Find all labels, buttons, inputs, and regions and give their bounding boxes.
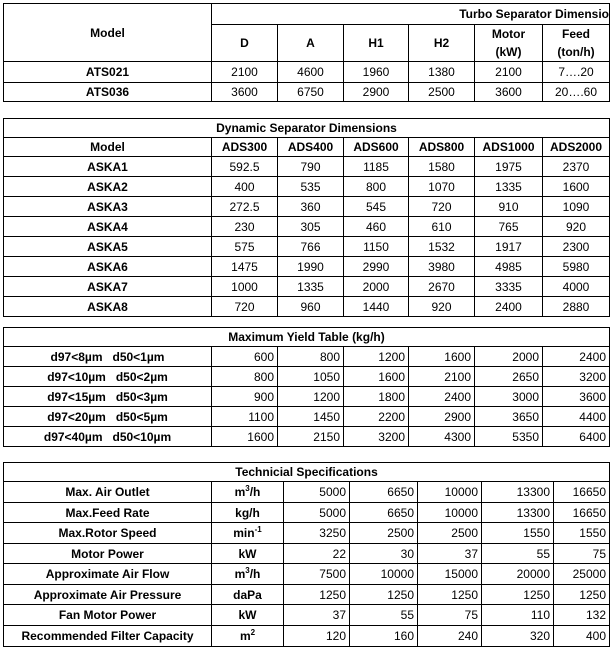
spec-value: 1250	[418, 585, 482, 605]
dynamic-cell: 1440	[344, 297, 409, 317]
table-row	[4, 564, 610, 585]
spec-value: 240	[418, 626, 482, 647]
dynamic-cell: 610	[409, 217, 475, 237]
dynamic-cell: 1475	[212, 257, 278, 277]
yield-cell: 1600	[212, 427, 278, 447]
dynamic-header-ads300: ADS300	[212, 138, 278, 157]
turbo-header-feed: Feed	[543, 25, 610, 43]
yield-cell: 3000	[475, 387, 543, 407]
table-row	[4, 523, 610, 544]
turbo-cell: 2500	[409, 83, 475, 102]
turbo-cell: 1380	[409, 62, 475, 83]
yield-cell: 4300	[409, 427, 475, 447]
turbo-header-feed-unit: (ton/h)	[543, 43, 610, 62]
spec-value: 160	[350, 626, 418, 647]
turbo-title: Turbo Separator Dimensio	[212, 4, 610, 25]
spec-unit: kW	[238, 608, 257, 622]
dynamic-cell: 2990	[344, 257, 409, 277]
turbo-header-motor: Motor	[475, 25, 543, 43]
dynamic-cell: 272.5	[212, 197, 278, 217]
turbo-cell: 3600	[212, 83, 278, 102]
yield-cell: 800	[278, 347, 344, 367]
turbo-header-h1: H1	[344, 25, 409, 62]
dynamic-cell: 1335	[278, 277, 344, 297]
dynamic-cell: 1335	[475, 177, 543, 197]
dynamic-cell: 766	[278, 237, 344, 257]
yield-particle-size-cell: d97<20µm d50<5µm	[4, 407, 212, 427]
spec-value: 1250	[482, 585, 554, 605]
dynamic-cell: 1150	[344, 237, 409, 257]
yield-cell: 1600	[409, 347, 475, 367]
spec-value: 22	[284, 544, 350, 564]
table-row	[4, 367, 610, 387]
turbo-cell: 4600	[278, 62, 344, 83]
spec-value: 16650	[554, 503, 610, 523]
spec-unit: min	[233, 526, 255, 540]
table-row	[4, 427, 610, 447]
dynamic-cell: 765	[475, 217, 543, 237]
dynamic-cell: 790	[278, 157, 344, 177]
maximum-yield-table	[3, 327, 610, 447]
dynamic-header-ads400: ADS400	[278, 138, 344, 157]
dynamic-model-cell: ASKA6	[4, 257, 212, 277]
spec-value: 320	[482, 626, 554, 647]
spec-value: 10000	[418, 503, 482, 523]
spec-value: 5000	[284, 482, 350, 503]
spec-value: 15000	[418, 564, 482, 585]
dynamic-cell: 1070	[409, 177, 475, 197]
spec-value: 1550	[482, 523, 554, 544]
yield-cell: 3200	[344, 427, 409, 447]
spec-label: Fan Motor Power	[4, 605, 212, 626]
yield-cell: 2150	[278, 427, 344, 447]
spec-label: Recommended Filter Capacity	[4, 626, 212, 647]
dynamic-cell: 1580	[409, 157, 475, 177]
dynamic-cell: 920	[543, 217, 610, 237]
table-row	[4, 585, 610, 605]
dynamic-cell: 1000	[212, 277, 278, 297]
spec-value: 16650	[554, 482, 610, 503]
turbo-cell: 2100	[475, 62, 543, 83]
dynamic-model-cell: ASKA5	[4, 237, 212, 257]
spec-unit-exponent: -1	[254, 525, 262, 534]
yield-cell: 1050	[278, 367, 344, 387]
table-row	[4, 503, 610, 523]
spec-unit: m	[234, 567, 246, 581]
spec-value: 1550	[554, 523, 610, 544]
dynamic-model-cell: ASKA7	[4, 277, 212, 297]
technical-specifications-table	[3, 462, 610, 647]
spec-value: 120	[284, 626, 350, 647]
spec-value: 1250	[284, 585, 350, 605]
spec-unit-tail: /h	[249, 567, 261, 581]
yield-cell: 1450	[278, 407, 344, 427]
yield-cell: 1100	[212, 407, 278, 427]
dynamic-cell: 2300	[543, 237, 610, 257]
dynamic-cell: 960	[278, 297, 344, 317]
yield-cell: 1600	[344, 367, 409, 387]
yield-cell: 2650	[475, 367, 543, 387]
table-row	[4, 237, 610, 257]
spec-label: Max.Rotor Speed	[4, 523, 212, 544]
spec-value: 5000	[284, 503, 350, 523]
dynamic-cell: 305	[278, 217, 344, 237]
dynamic-cell: 1532	[409, 237, 475, 257]
spec-value: 55	[350, 605, 418, 626]
dynamic-cell: 3980	[409, 257, 475, 277]
spec-value: 13300	[482, 503, 554, 523]
yield-cell: 2000	[475, 347, 543, 367]
spec-value: 400	[554, 626, 610, 647]
yield-cell: 5350	[475, 427, 543, 447]
yield-cell: 2100	[409, 367, 475, 387]
table-row	[4, 387, 610, 407]
spec-value: 75	[554, 544, 610, 564]
yield-title: Maximum Yield Table (kg/h)	[4, 328, 610, 347]
spec-value: 37	[284, 605, 350, 626]
dynamic-cell: 360	[278, 197, 344, 217]
yield-cell: 2900	[409, 407, 475, 427]
spec-value: 20000	[482, 564, 554, 585]
spec-unit: m	[234, 485, 246, 499]
yield-cell: 2400	[543, 347, 610, 367]
yield-cell: 3650	[475, 407, 543, 427]
dynamic-cell: 3335	[475, 277, 543, 297]
yield-cell: 2200	[344, 407, 409, 427]
dynamic-cell: 910	[475, 197, 543, 217]
dynamic-separator-table	[3, 118, 610, 317]
dynamic-cell: 1090	[543, 197, 610, 217]
yield-particle-size-cell: d97<40µm d50<10µm	[4, 427, 212, 447]
dynamic-cell: 920	[409, 297, 475, 317]
spec-value: 132	[554, 605, 610, 626]
table-row	[4, 626, 610, 647]
spec-value: 10000	[418, 482, 482, 503]
turbo-cell: 6750	[278, 83, 344, 102]
dynamic-model-cell: ASKA2	[4, 177, 212, 197]
yield-cell: 6400	[543, 427, 610, 447]
dynamic-cell: 400	[212, 177, 278, 197]
spec-unit: daPa	[233, 587, 262, 602]
spec-unit: kW	[238, 546, 257, 561]
table-row	[4, 277, 610, 297]
table-row	[4, 407, 610, 427]
dynamic-header-ads1000: ADS1000	[475, 138, 543, 157]
table-row	[4, 83, 610, 102]
spec-value: 55	[482, 544, 554, 564]
spec-value: 10000	[350, 564, 418, 585]
turbo-cell: 20….60	[543, 83, 610, 102]
dynamic-cell: 1185	[344, 157, 409, 177]
yield-cell: 1800	[344, 387, 409, 407]
spec-value: 1250	[554, 585, 610, 605]
turbo-model-cell: ATS036	[4, 83, 212, 102]
turbo-cell: 2100	[212, 62, 278, 83]
spec-value: 110	[482, 605, 554, 626]
spec-value: 75	[418, 605, 482, 626]
dynamic-model-cell: ASKA4	[4, 217, 212, 237]
dynamic-cell: 5980	[543, 257, 610, 277]
dynamic-cell: 2370	[543, 157, 610, 177]
spec-label: Approximate Air Flow	[4, 564, 212, 585]
dynamic-header-ads800: ADS800	[409, 138, 475, 157]
yield-cell: 800	[212, 367, 278, 387]
spec-value: 37	[418, 544, 482, 564]
dynamic-header-ads2000: ADS2000	[543, 138, 610, 157]
dynamic-header-model: Model	[4, 138, 212, 157]
table-row	[4, 544, 610, 564]
spec-unit-tail: /h	[249, 485, 261, 499]
dynamic-cell: 2400	[475, 297, 543, 317]
table-row	[4, 177, 610, 197]
spec-label: Approximate Air Pressure	[4, 585, 212, 605]
yield-cell: 2400	[409, 387, 475, 407]
spec-value: 2500	[350, 523, 418, 544]
dynamic-title: Dynamic Separator Dimensions	[4, 119, 610, 138]
dynamic-model-cell: ASKA3	[4, 197, 212, 217]
turbo-cell: 2900	[344, 83, 409, 102]
turbo-cell: 7….20	[543, 62, 610, 83]
yield-cell: 3600	[543, 387, 610, 407]
spec-value: 3250	[284, 523, 350, 544]
specs-title: Technicial Specifications	[4, 463, 610, 482]
yield-cell: 600	[212, 347, 278, 367]
yield-cell: 4400	[543, 407, 610, 427]
spec-value: 25000	[554, 564, 610, 585]
dynamic-cell: 720	[409, 197, 475, 217]
turbo-header-model: Model	[4, 4, 212, 62]
turbo-cell: 3600	[475, 83, 543, 102]
dynamic-model-cell: ASKA1	[4, 157, 212, 177]
yield-particle-size-cell: d97<15µm d50<3µm	[4, 387, 212, 407]
spec-value: 6650	[350, 503, 418, 523]
table-row	[4, 217, 610, 237]
dynamic-cell: 1975	[475, 157, 543, 177]
spec-label: Max. Air Outlet	[4, 482, 212, 503]
table-row	[4, 347, 610, 367]
dynamic-cell: 230	[212, 217, 278, 237]
dynamic-cell: 545	[344, 197, 409, 217]
dynamic-cell: 720	[212, 297, 278, 317]
table-row	[4, 605, 610, 626]
spec-value: 1250	[350, 585, 418, 605]
turbo-model-cell: ATS021	[4, 62, 212, 83]
dynamic-model-cell: ASKA8	[4, 297, 212, 317]
spec-value: 6650	[350, 482, 418, 503]
dynamic-cell: 592.5	[212, 157, 278, 177]
yield-particle-size-cell: d97<10µm d50<2µm	[4, 367, 212, 387]
dynamic-cell: 2000	[344, 277, 409, 297]
dynamic-cell: 1990	[278, 257, 344, 277]
dynamic-header-ads600: ADS600	[344, 138, 409, 157]
dynamic-cell: 460	[344, 217, 409, 237]
turbo-header-a: A	[278, 25, 344, 62]
spec-label: Max.Feed Rate	[4, 503, 212, 523]
spec-unit-exponent: 3	[245, 566, 250, 575]
turbo-separator-table	[3, 3, 610, 102]
dynamic-cell: 1917	[475, 237, 543, 257]
yield-cell: 1200	[344, 347, 409, 367]
yield-cell: 3200	[543, 367, 610, 387]
dynamic-cell: 4985	[475, 257, 543, 277]
table-row	[4, 197, 610, 217]
dynamic-cell: 800	[344, 177, 409, 197]
turbo-cell: 1960	[344, 62, 409, 83]
spec-unit-exponent: 3	[245, 484, 250, 493]
spec-label: Motor Power	[4, 544, 212, 564]
dynamic-cell: 1600	[543, 177, 610, 197]
table-row	[4, 157, 610, 177]
turbo-header-motor-unit: (kW)	[475, 43, 543, 62]
yield-cell: 900	[212, 387, 278, 407]
table-row	[4, 257, 610, 277]
table-row	[4, 62, 610, 83]
yield-cell: 1200	[278, 387, 344, 407]
turbo-header-h2: H2	[409, 25, 475, 62]
spec-value: 30	[350, 544, 418, 564]
spec-value: 13300	[482, 482, 554, 503]
spec-unit: kg/h	[235, 505, 260, 520]
spec-unit: m	[239, 629, 251, 643]
spec-value: 2500	[418, 523, 482, 544]
dynamic-cell: 4000	[543, 277, 610, 297]
dynamic-cell: 575	[212, 237, 278, 257]
table-row	[4, 297, 610, 317]
dynamic-cell: 535	[278, 177, 344, 197]
table-row	[4, 482, 610, 503]
yield-particle-size-cell: d97<8µm d50<1µm	[4, 347, 212, 367]
spec-unit-exponent: 2	[250, 628, 256, 637]
turbo-header-d: D	[212, 25, 278, 62]
dynamic-cell: 2670	[409, 277, 475, 297]
dynamic-cell: 2880	[543, 297, 610, 317]
spec-value: 7500	[284, 564, 350, 585]
